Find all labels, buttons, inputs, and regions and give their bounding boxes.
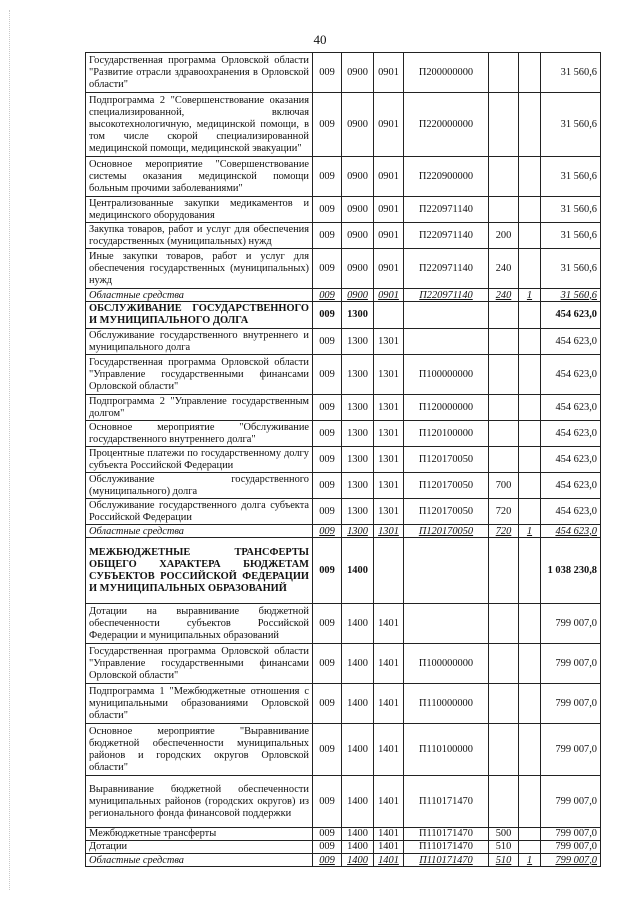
cell-section: 0900 — [342, 249, 374, 289]
cell-subsection: 0901 — [374, 157, 404, 197]
cell-expense-type — [489, 776, 519, 828]
row-name: Выравнивание бюджетной обеспеченности муниципальных районов (городских округов) из регионального фонда финансовой поддержки — [86, 776, 313, 828]
cell-amount: 799 007,0 — [541, 776, 601, 828]
table-row — [86, 53, 601, 93]
row-name: Обслуживание государственного (муниципального) долга — [86, 473, 313, 499]
cell-target-article — [404, 604, 489, 644]
cell-target-article: П220971140 — [404, 249, 489, 289]
cell-target-article: П220000000 — [404, 93, 489, 157]
cell-source-code — [519, 421, 541, 447]
cell-section: 1400 — [342, 776, 374, 828]
row-name: Закупка товаров, работ и услуг для обеспечения государственных (муниципальных) нужд — [86, 223, 313, 249]
cell-section: 1300 — [342, 329, 374, 355]
cell-amount: 454 623,0 — [541, 302, 601, 329]
cell-grbs: 009 — [313, 395, 342, 421]
row-name: Государственная программа Орловской области "Управление государственными финансами Орловской области" — [86, 644, 313, 684]
cell-source-code — [519, 828, 541, 841]
budget-table — [85, 52, 601, 867]
cell-subsection: 1401 — [374, 828, 404, 841]
cell-subsection: 1301 — [374, 329, 404, 355]
cell-source-code — [519, 302, 541, 329]
cell-target-article: П220971140 — [404, 197, 489, 223]
cell-expense-type — [489, 93, 519, 157]
cell-grbs: 009 — [313, 157, 342, 197]
cell-amount: 31 560,6 — [541, 249, 601, 289]
cell-expense-type — [489, 724, 519, 776]
cell-target-article: П110171470 — [404, 841, 489, 854]
cell-target-article: П220971140 — [404, 223, 489, 249]
cell-section: 1300 — [342, 421, 374, 447]
cell-amount: 31 560,6 — [541, 197, 601, 223]
cell-expense-type: 720 — [489, 525, 519, 538]
row-name: Основное мероприятие "Обслуживание государственного внутреннего долга" — [86, 421, 313, 447]
table-row — [86, 302, 601, 329]
cell-source-code: 1 — [519, 525, 541, 538]
cell-source-code — [519, 197, 541, 223]
cell-amount: 454 623,0 — [541, 329, 601, 355]
table-row — [86, 525, 601, 538]
cell-subsection: 1401 — [374, 684, 404, 724]
cell-source-code — [519, 684, 541, 724]
page-number: 40 — [313, 32, 327, 47]
cell-subsection: 0901 — [374, 223, 404, 249]
table-row — [86, 854, 601, 867]
cell-amount: 31 560,6 — [541, 93, 601, 157]
cell-source-code — [519, 53, 541, 93]
cell-grbs: 009 — [313, 841, 342, 854]
cell-expense-type — [489, 329, 519, 355]
cell-amount: 454 623,0 — [541, 447, 601, 473]
binding-edge — [9, 10, 10, 890]
cell-source-code — [519, 776, 541, 828]
cell-expense-type — [489, 302, 519, 329]
cell-expense-type: 510 — [489, 854, 519, 867]
cell-amount: 454 623,0 — [541, 525, 601, 538]
cell-grbs: 009 — [313, 447, 342, 473]
cell-target-article: П110171470 — [404, 828, 489, 841]
cell-grbs: 009 — [313, 538, 342, 604]
cell-expense-type: 240 — [489, 249, 519, 289]
cell-source-code — [519, 329, 541, 355]
cell-expense-type: 240 — [489, 289, 519, 302]
cell-expense-type: 510 — [489, 841, 519, 854]
cell-subsection: 1301 — [374, 499, 404, 525]
cell-section: 0900 — [342, 157, 374, 197]
cell-subsection — [374, 538, 404, 604]
row-name: ОБСЛУЖИВАНИЕ ГОСУДАРСТВЕННОГО И МУНИЦИПАЛЬНОГО ДОЛГА — [86, 302, 313, 329]
cell-subsection: 0901 — [374, 93, 404, 157]
table-row — [86, 841, 601, 854]
cell-expense-type — [489, 157, 519, 197]
cell-amount: 799 007,0 — [541, 604, 601, 644]
cell-section: 1300 — [342, 302, 374, 329]
cell-expense-type — [489, 604, 519, 644]
cell-amount: 799 007,0 — [541, 854, 601, 867]
cell-target-article: П120170050 — [404, 525, 489, 538]
table-row — [86, 473, 601, 499]
cell-section: 1400 — [342, 828, 374, 841]
cell-expense-type: 200 — [489, 223, 519, 249]
cell-subsection: 1301 — [374, 355, 404, 395]
row-name: Областные средства — [86, 854, 313, 867]
cell-subsection: 1401 — [374, 841, 404, 854]
cell-amount: 31 560,6 — [541, 223, 601, 249]
row-name: Основное мероприятие "Выравнивание бюджетной обеспеченности муниципальных районов и городских округов Орловской области" — [86, 724, 313, 776]
cell-grbs: 009 — [313, 53, 342, 93]
cell-source-code — [519, 473, 541, 499]
cell-amount: 1 038 230,8 — [541, 538, 601, 604]
table-row — [86, 223, 601, 249]
row-name: Иные закупки товаров, работ и услуг для обеспечения государственных (муниципальных) нужд — [86, 249, 313, 289]
cell-target-article: П120170050 — [404, 473, 489, 499]
table-row — [86, 828, 601, 841]
cell-expense-type — [489, 197, 519, 223]
table-row — [86, 684, 601, 724]
cell-source-code — [519, 447, 541, 473]
cell-section: 1300 — [342, 525, 374, 538]
row-name: Областные средства — [86, 289, 313, 302]
cell-section: 0900 — [342, 93, 374, 157]
cell-target-article — [404, 302, 489, 329]
cell-target-article: П110171470 — [404, 854, 489, 867]
cell-source-code — [519, 395, 541, 421]
cell-target-article: П110171470 — [404, 776, 489, 828]
cell-grbs: 009 — [313, 525, 342, 538]
table-row — [86, 604, 601, 644]
row-name: Областные средства — [86, 525, 313, 538]
row-name: Государственная программа Орловской области "Управление государственными финансами Орловской области" — [86, 355, 313, 395]
cell-section: 0900 — [342, 197, 374, 223]
cell-amount: 31 560,6 — [541, 289, 601, 302]
cell-amount: 799 007,0 — [541, 684, 601, 724]
cell-grbs: 009 — [313, 604, 342, 644]
cell-section: 1300 — [342, 395, 374, 421]
cell-section: 0900 — [342, 289, 374, 302]
cell-grbs: 009 — [313, 644, 342, 684]
cell-section: 1400 — [342, 538, 374, 604]
row-name: Дотации — [86, 841, 313, 854]
cell-expense-type — [489, 53, 519, 93]
cell-subsection: 0901 — [374, 249, 404, 289]
cell-amount: 31 560,6 — [541, 157, 601, 197]
cell-amount: 799 007,0 — [541, 828, 601, 841]
cell-expense-type — [489, 395, 519, 421]
cell-source-code — [519, 538, 541, 604]
cell-section: 1400 — [342, 841, 374, 854]
cell-source-code — [519, 93, 541, 157]
cell-grbs: 009 — [313, 499, 342, 525]
row-name: Централизованные закупки медикаментов и медицинского оборудования — [86, 197, 313, 223]
row-name: Процентные платежи по государственному долгу субъекта Российской Федерации — [86, 447, 313, 473]
cell-amount: 454 623,0 — [541, 421, 601, 447]
cell-expense-type — [489, 538, 519, 604]
cell-section: 1300 — [342, 499, 374, 525]
cell-target-article: П120000000 — [404, 395, 489, 421]
cell-target-article: П220900000 — [404, 157, 489, 197]
cell-source-code — [519, 355, 541, 395]
cell-section: 1400 — [342, 684, 374, 724]
cell-subsection — [374, 302, 404, 329]
cell-amount: 799 007,0 — [541, 841, 601, 854]
cell-section: 1300 — [342, 355, 374, 395]
cell-section: 1400 — [342, 854, 374, 867]
cell-amount: 799 007,0 — [541, 644, 601, 684]
cell-subsection: 1401 — [374, 724, 404, 776]
cell-subsection: 1401 — [374, 604, 404, 644]
table-row — [86, 644, 601, 684]
table-row — [86, 395, 601, 421]
cell-subsection: 0901 — [374, 197, 404, 223]
cell-grbs: 009 — [313, 329, 342, 355]
table-row — [86, 538, 601, 604]
cell-expense-type: 700 — [489, 473, 519, 499]
cell-source-code — [519, 249, 541, 289]
cell-expense-type: 500 — [489, 828, 519, 841]
cell-amount: 799 007,0 — [541, 724, 601, 776]
table-row — [86, 776, 601, 828]
cell-grbs: 009 — [313, 421, 342, 447]
cell-subsection: 1301 — [374, 421, 404, 447]
cell-target-article: П110000000 — [404, 684, 489, 724]
cell-target-article: П220971140 — [404, 289, 489, 302]
cell-grbs: 009 — [313, 302, 342, 329]
cell-target-article: П100000000 — [404, 644, 489, 684]
cell-grbs: 009 — [313, 93, 342, 157]
cell-source-code — [519, 644, 541, 684]
cell-subsection: 1401 — [374, 854, 404, 867]
table-row — [86, 329, 601, 355]
cell-section: 1300 — [342, 447, 374, 473]
table-row — [86, 421, 601, 447]
row-name: Обслуживание государственного долга субъекта Российской Федерации — [86, 499, 313, 525]
cell-source-code: 1 — [519, 854, 541, 867]
cell-section: 0900 — [342, 53, 374, 93]
cell-source-code — [519, 499, 541, 525]
cell-amount: 31 560,6 — [541, 53, 601, 93]
cell-grbs: 009 — [313, 684, 342, 724]
cell-section: 1400 — [342, 604, 374, 644]
cell-subsection: 0901 — [374, 53, 404, 93]
cell-grbs: 009 — [313, 776, 342, 828]
cell-source-code — [519, 724, 541, 776]
table-row — [86, 499, 601, 525]
cell-target-article: П120170050 — [404, 447, 489, 473]
cell-grbs: 009 — [313, 223, 342, 249]
table-row — [86, 355, 601, 395]
cell-expense-type — [489, 421, 519, 447]
cell-source-code — [519, 841, 541, 854]
cell-expense-type — [489, 355, 519, 395]
row-name: Основное мероприятие "Совершенствование системы оказания медицинской помощи больным прочими заболеваниями" — [86, 157, 313, 197]
cell-subsection: 1301 — [374, 525, 404, 538]
row-name: МЕЖБЮДЖЕТНЫЕ ТРАНСФЕРТЫ ОБЩЕГО ХАРАКТЕРА БЮДЖЕТАМ СУБЪЕКТОВ РОССИЙСКОЙ ФЕДЕРАЦИИ И МУНИЦИПАЛЬНЫХ ОБРАЗОВАНИЙ — [86, 538, 313, 604]
cell-expense-type — [489, 447, 519, 473]
cell-grbs: 009 — [313, 854, 342, 867]
cell-grbs: 009 — [313, 289, 342, 302]
table-row — [86, 93, 601, 157]
cell-subsection: 1301 — [374, 395, 404, 421]
cell-source-code — [519, 223, 541, 249]
row-name: Подпрограмма 1 "Межбюджетные отношения с муниципальными образованиями Орловской области" — [86, 684, 313, 724]
cell-source-code: 1 — [519, 289, 541, 302]
cell-target-article: П200000000 — [404, 53, 489, 93]
cell-target-article: П120100000 — [404, 421, 489, 447]
cell-subsection: 0901 — [374, 289, 404, 302]
row-name: Подпрограмма 2 "Управление государственным долгом" — [86, 395, 313, 421]
cell-grbs: 009 — [313, 828, 342, 841]
cell-subsection: 1401 — [374, 776, 404, 828]
cell-subsection: 1401 — [374, 644, 404, 684]
table-row — [86, 289, 601, 302]
row-name: Подпрограмма 2 "Совершенствование оказания специализированной, включая высокотехнологичную, медицинской помощи, в том числе скорой специализированной медицинской помощи, медицинской эвакуации" — [86, 93, 313, 157]
cell-section: 0900 — [342, 223, 374, 249]
cell-source-code — [519, 157, 541, 197]
cell-target-article: П110100000 — [404, 724, 489, 776]
row-name: Дотации на выравнивание бюджетной обеспеченности субъектов Российской Федерации и муниципальных образований — [86, 604, 313, 644]
table-row — [86, 724, 601, 776]
row-name: Обслуживание государственного внутреннего и муниципального долга — [86, 329, 313, 355]
cell-section: 1300 — [342, 473, 374, 499]
table-row — [86, 157, 601, 197]
cell-target-article: П120170050 — [404, 499, 489, 525]
cell-grbs: 009 — [313, 724, 342, 776]
cell-section: 1400 — [342, 724, 374, 776]
cell-expense-type: 720 — [489, 499, 519, 525]
cell-amount: 454 623,0 — [541, 473, 601, 499]
cell-grbs: 009 — [313, 473, 342, 499]
cell-subsection: 1301 — [374, 447, 404, 473]
cell-target-article — [404, 538, 489, 604]
cell-grbs: 009 — [313, 197, 342, 223]
row-name: Государственная программа Орловской области "Развитие отрасли здравоохранения в Орловской области" — [86, 53, 313, 93]
cell-section: 1400 — [342, 644, 374, 684]
table-row — [86, 447, 601, 473]
cell-target-article — [404, 329, 489, 355]
cell-source-code — [519, 604, 541, 644]
cell-grbs: 009 — [313, 355, 342, 395]
cell-expense-type — [489, 644, 519, 684]
table-row — [86, 249, 601, 289]
cell-grbs: 009 — [313, 249, 342, 289]
cell-expense-type — [489, 684, 519, 724]
cell-amount: 454 623,0 — [541, 499, 601, 525]
cell-amount: 454 623,0 — [541, 355, 601, 395]
cell-subsection: 1301 — [374, 473, 404, 499]
cell-amount: 454 623,0 — [541, 395, 601, 421]
table-row — [86, 197, 601, 223]
row-name: Межбюджетные трансферты — [86, 828, 313, 841]
cell-target-article: П100000000 — [404, 355, 489, 395]
